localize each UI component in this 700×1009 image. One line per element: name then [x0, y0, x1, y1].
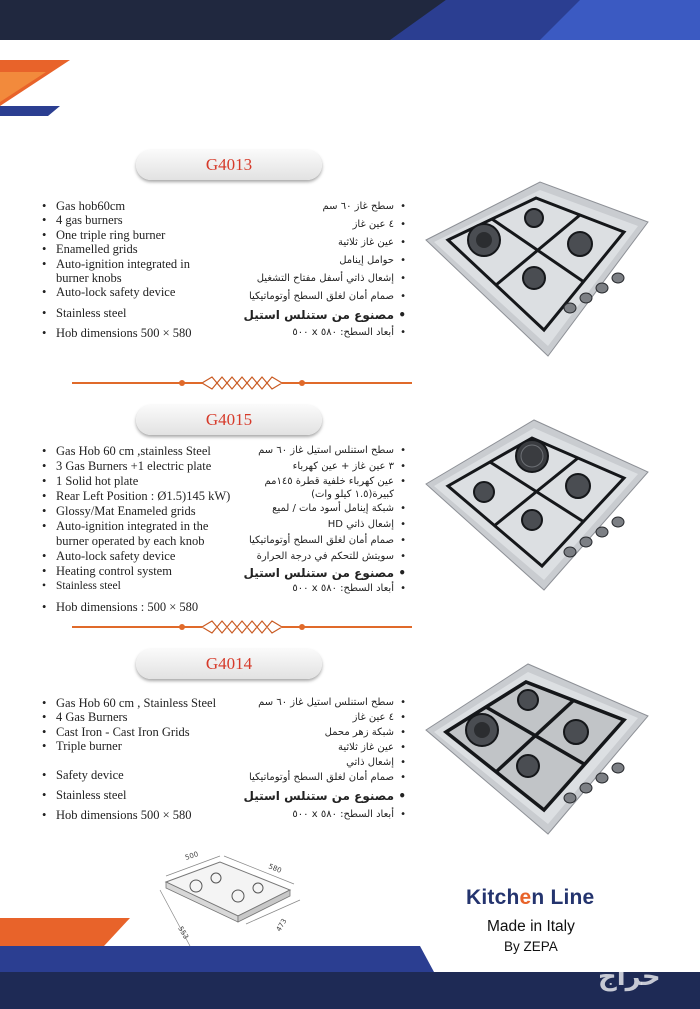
features-ar-list — [243, 198, 406, 342]
feature-en: • Glossy/Mat Enameled grids — [40, 504, 230, 519]
feature-ar: • أبعاد السطح: ٥٨٠ x ٥٠٠ — [243, 807, 406, 822]
feature-en: • Cast Iron - Cast Iron Grids — [40, 725, 216, 739]
feature-ar-material: • مصنوع من ستنلس استيل — [243, 785, 406, 807]
feature-ar-text: كبيرة(١.٥ كيلو وات) — [311, 489, 394, 500]
feature-ar: • سطح غاز ٦٠ سم — [243, 198, 406, 216]
dim-label: 500 — [184, 850, 200, 862]
bottom-accent-orange — [0, 918, 130, 946]
feature-ar: • أبعاد السطح: ٥٨٠ x ٥٠٠ — [243, 581, 406, 597]
feature-ar: • إشعال ذاتي HD — [243, 517, 406, 533]
bottom-banner — [0, 972, 700, 1009]
model-title: G4014 — [136, 649, 322, 679]
hob-image-g4013 — [424, 180, 650, 358]
dim-label: 473 — [274, 917, 289, 933]
feature-en-text: burner knobs — [56, 271, 122, 286]
dimension-diagram — [150, 846, 320, 950]
feature-en: • 4 Gas Burners — [40, 710, 216, 724]
made-in-label: Made in Italy — [487, 918, 575, 935]
feature-en: • Gas Hob 60 cm ,stainless Steel — [40, 444, 230, 459]
feature-ar-material: • مصنوع من ستنلس استيل — [243, 306, 406, 324]
dim-label: 553 — [176, 925, 190, 941]
feature-ar: • ٣ عين غاز + عين كهرباء — [243, 459, 406, 475]
feature-en: • Hob dimensions : 500 × 580 — [40, 600, 230, 615]
feature-en: • Safety device — [40, 768, 216, 782]
feature-en-continued — [40, 534, 230, 549]
feature-en: • Stainless steel — [40, 306, 192, 320]
features-en-list — [40, 696, 216, 823]
features-ar-list — [243, 443, 406, 597]
feature-ar: • صمام أمان لغلق السطح أوتوماتيكيا — [243, 770, 406, 785]
feature-en: • Auto-ignition integrated in the — [40, 519, 230, 534]
feature-ar: • عين غاز ثلاثية — [243, 740, 406, 755]
feature-en: • Hob dimensions 500 × 580 — [40, 808, 216, 822]
dim-label: 580 — [267, 862, 283, 875]
feature-en: • Gas Hob 60 cm , Stainless Steel — [40, 696, 216, 710]
model-title: G4013 — [136, 150, 322, 180]
feature-ar: • ٤ عين غاز — [243, 710, 406, 725]
features-en-list — [40, 444, 230, 615]
feature-en: • 3 Gas Burners +1 electric plate — [40, 459, 230, 474]
feature-ar: • سطح استنلس استيل غاز ٦٠ سم — [243, 443, 406, 459]
ornament-divider — [72, 376, 412, 390]
feature-en: • 4 gas burners — [40, 213, 192, 227]
feature-ar: • إشعال ذاتي أسفل مفتاح التشغيل — [243, 270, 406, 288]
bottom-accent-navy — [0, 946, 700, 972]
features-ar-list — [243, 695, 406, 822]
feature-ar: • شبكة زهر محمل — [243, 725, 406, 740]
feature-ar: • صمام أمان لغلق السطح أوتوماتيكيا — [243, 288, 406, 306]
feature-en: • Triple burner — [40, 739, 216, 753]
corner-accent-orange-light — [0, 72, 46, 102]
feature-en: • Gas hob60cm — [40, 199, 192, 213]
brand-text: Kitch — [466, 886, 520, 909]
feature-en: • Auto-lock safety device — [40, 285, 192, 299]
feature-ar: • أبعاد السطح: ٥٨٠ x ٥٠٠ — [243, 324, 406, 342]
feature-en: • Heating control system — [40, 564, 230, 579]
model-title: G4015 — [136, 405, 322, 435]
feature-en: • Hob dimensions 500 × 580 — [40, 326, 192, 340]
feature-en: • One triple ring burner — [40, 228, 192, 242]
feature-en: • Stainless steel — [40, 788, 216, 802]
feature-ar: • صمام أمان لغلق السطح أوتوماتيكيا — [243, 533, 406, 549]
feature-en: • Rear Left Position : Ø1.5)145 kW) — [40, 489, 230, 504]
brand-text-accent: e — [519, 886, 532, 909]
feature-ar: • عين كهرباء خلفية قطرة ١٤٥مم — [243, 475, 406, 488]
feature-en: • Auto-lock safety device — [40, 549, 230, 564]
feature-ar: • سطح استنلس استيل غاز ٦٠ سم — [243, 695, 406, 710]
feature-ar: • عين غاز ثلاثية — [243, 234, 406, 252]
brand-logo — [466, 886, 594, 910]
hob-image-g4015 — [424, 416, 650, 594]
feature-en-text: burner operated by each knob — [56, 534, 205, 548]
feature-en: • 1 Solid hot plate — [40, 474, 230, 489]
feature-ar-material: • مصنوع من ستنلس استيل — [243, 565, 406, 581]
watermark: حراج — [598, 962, 661, 992]
brand-text: n Line — [531, 886, 595, 909]
feature-ar: • إشعال ذاتي — [243, 755, 406, 770]
corner-accent-navy — [0, 106, 60, 116]
feature-ar: • شبكة إينامل أسود مات / لميع — [243, 501, 406, 517]
feature-ar: • ٤ عين غاز — [243, 216, 406, 234]
ornament-divider — [72, 620, 412, 634]
hob-image-g4014 — [424, 660, 650, 836]
feature-ar: • حوامل إينامل — [243, 252, 406, 270]
feature-en: • Stainless steel — [40, 579, 230, 594]
manufacturer-label: By ZEPA — [504, 939, 558, 954]
feature-en: • Auto-ignition integrated in — [40, 257, 192, 271]
feature-ar: • سويتش للتحكم في درجة الحرارة — [243, 549, 406, 565]
feature-ar-continued — [243, 488, 406, 501]
features-en-list — [40, 199, 192, 341]
feature-en-continued — [40, 271, 192, 285]
feature-en: • Enamelled grids — [40, 242, 192, 256]
